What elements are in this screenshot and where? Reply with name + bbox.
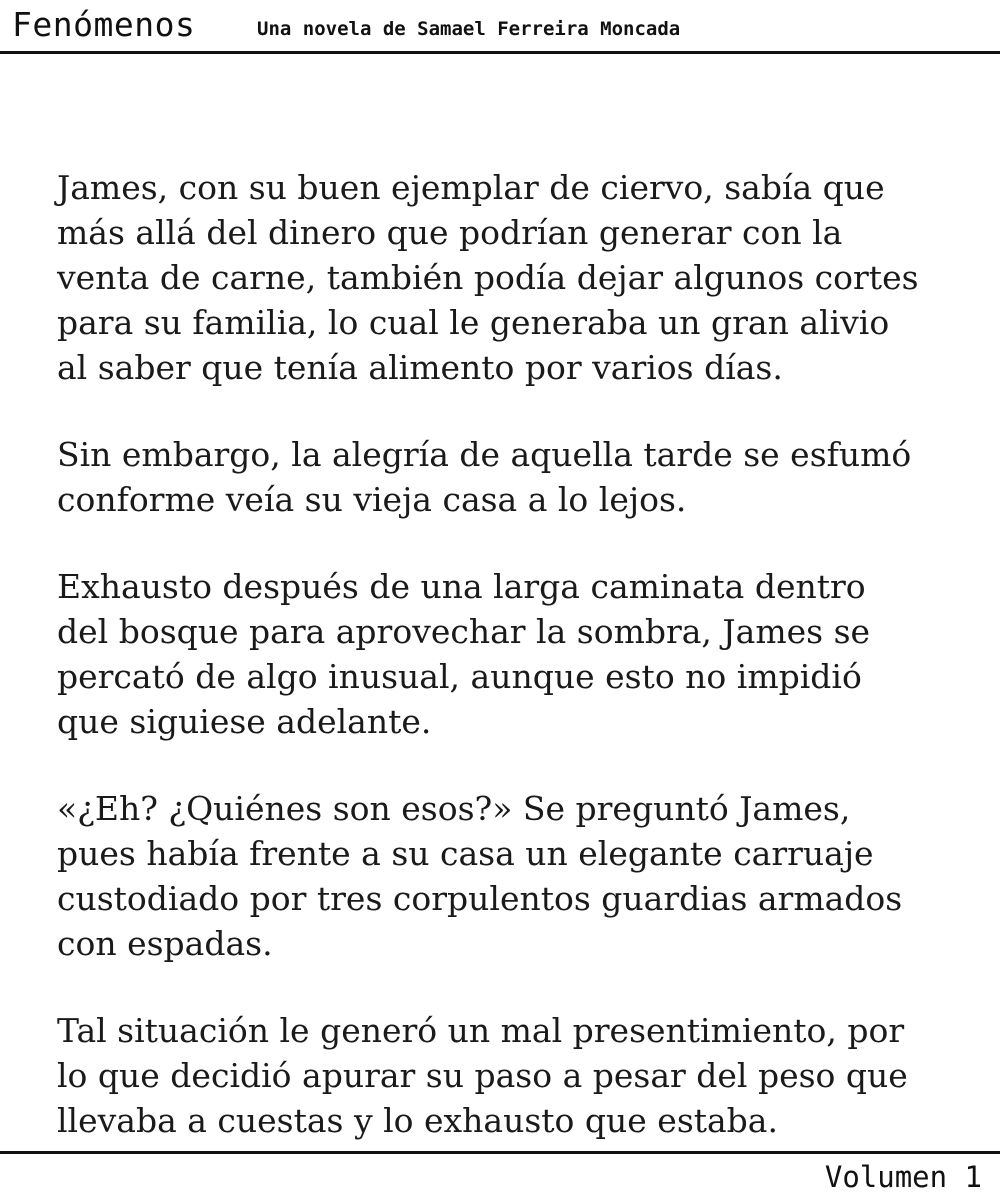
- paragraph: [57, 1008, 977, 1143]
- page-body: [57, 165, 977, 1185]
- book-subtitle: Una novela de Samael Ferreira Moncada: [257, 18, 681, 40]
- page-header: [0, 0, 1000, 54]
- text-line: lo que decidió apurar su paso a pesar del peso que: [57, 1056, 908, 1095]
- text-line: James, con su buen ejemplar de ciervo, sabía que: [57, 168, 885, 207]
- text-line: con espadas.: [57, 924, 273, 963]
- text-line: del bosque para aprovechar la sombra, James se: [57, 612, 871, 651]
- text-line: para su familia, lo cual le generaba un gran alivio: [57, 303, 890, 342]
- text-line: llevaba a cuestas y lo exhausto que estaba.: [57, 1101, 778, 1140]
- text-line: que siguiese adelante.: [57, 702, 432, 741]
- text-line: Exhausto después de una larga caminata dentro: [57, 567, 866, 606]
- paragraph: [57, 786, 977, 966]
- text-line: pues había frente a su casa un elegante carruaje: [57, 834, 874, 873]
- text-line: conforme veía su vieja casa a lo lejos.: [57, 480, 687, 519]
- text-line: más allá del dinero que podrían generar con la: [57, 213, 843, 252]
- text-line: Tal situación le generó un mal presentimiento, por: [57, 1011, 905, 1050]
- text-line: Sin embargo, la alegría de aquella tarde se esfumó: [57, 435, 912, 474]
- paragraph: [57, 165, 977, 390]
- text-line: custodiado por tres corpulentos guardias armados: [57, 879, 903, 918]
- text-line: al saber que tenía alimento por varios días.: [57, 348, 783, 387]
- volume-label: Volumen 1: [824, 1160, 982, 1194]
- book-title: Fenómenos: [12, 5, 196, 44]
- paragraph: [57, 432, 977, 522]
- text-line: percató de algo inusual, aunque esto no impidió: [57, 657, 862, 696]
- paragraph: [57, 564, 977, 744]
- footer-divider: [0, 1151, 1000, 1154]
- text-line: venta de carne, también podía dejar algunos cortes: [57, 258, 919, 297]
- text-line: «¿Eh? ¿Quiénes son esos?» Se preguntó James,: [57, 789, 851, 828]
